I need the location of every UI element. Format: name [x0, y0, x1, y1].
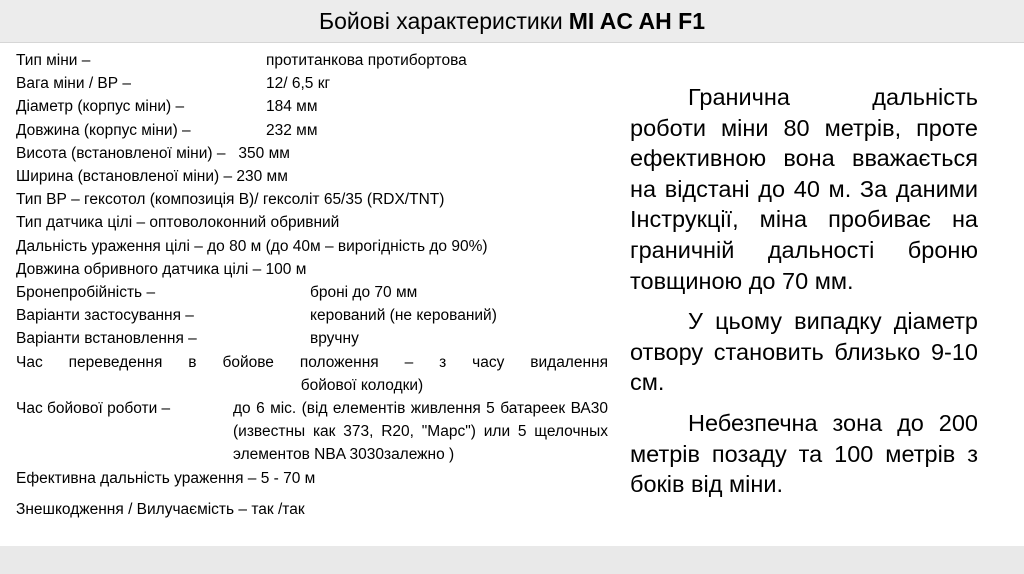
spec-label: Бронепробійність – — [16, 284, 156, 302]
spec-install — [16, 327, 608, 350]
spec-arming — [16, 351, 608, 397]
spec-arming-line1: Час переведення в бойове положення – з часу видалення — [16, 353, 608, 371]
spec-sensor-length: Довжина обривного датчика цілі – 100 м — [16, 260, 307, 278]
spec-value: протитанкова протибортова — [266, 52, 467, 69]
spec-list — [16, 49, 608, 521]
spec-arming-line2: бойової колодки) — [300, 376, 424, 394]
spec-width: Ширина (встановленої міни) – 230 мм — [16, 168, 288, 186]
spec-value: 184 мм — [266, 98, 318, 116]
spec-diameter — [16, 95, 608, 118]
spec-label: Тип міни – — [16, 52, 91, 69]
spec-label: Довжина (корпус міни) – — [16, 121, 191, 139]
title-bold: MI AC AH F1 — [568, 7, 705, 34]
spec-label: Варіанти встановлення – — [16, 330, 197, 348]
spec-usage — [16, 304, 608, 327]
spec-label: Вага міни / ВР – — [16, 75, 132, 93]
spec-range: Дальність ураження цілі – до 80 м (до 40м – вирогідність до 90%) — [16, 237, 488, 255]
spec-battle-time — [16, 397, 608, 467]
description-block — [630, 82, 978, 510]
spec-weight — [16, 72, 608, 95]
spec-height: Висота (встановленої міни) – 350 мм — [16, 144, 290, 162]
spec-value: 232 мм — [266, 121, 318, 139]
title-plain: Бойові характеристики — [319, 7, 563, 34]
spec-armor — [16, 281, 608, 304]
description-paragraph-3: Небезпечна зона до 200 метрів позаду та 100 метрів з боків від міни. — [630, 409, 978, 498]
spec-type — [16, 49, 608, 72]
spec-effective: Ефективна дальність ураження – 5 - 70 м — [16, 469, 316, 487]
spec-value: до 6 міс. (від елементів живлення 5 батареек ВА30 (известны как 373, R20, "Марс") или 5 щелочных элементов NBA 3030залежно ) — [233, 400, 608, 464]
spec-neutralize: Знешкодження / Вилучаємість – так /так — [16, 500, 305, 518]
spec-value: вручну — [310, 330, 359, 348]
spec-label: Діаметр (корпус міни) – — [16, 98, 185, 116]
spec-sensor: Тип датчика цілі – оптоволоконний обривний — [16, 214, 340, 232]
description-paragraph-1: Гранична дальність роботи міни 80 метрів, проте ефективною вона вважається на відстані до 40 м. За даними Інструкції, міна пробиває на граничній дальності броню товщиною до 70 мм. — [630, 84, 978, 294]
slide-title — [0, 0, 1024, 43]
spec-length — [16, 119, 608, 142]
spec-value: керований (не керований) — [310, 307, 497, 325]
footer-band — [0, 546, 1024, 574]
spec-label: Варіанти застосування – — [16, 307, 194, 325]
description-paragraph-2: У цьому випадку діаметр отвору становить близько 9-10 см. — [630, 308, 978, 396]
spec-label: Час бойової роботи – — [16, 400, 171, 418]
spec-value: броні до 70 мм — [310, 284, 418, 302]
spec-explosive: Тип ВР – гексотол (композиція В)/ гексоліт 65/35 (RDX/TNT) — [16, 191, 445, 209]
spec-value: 12/ 6,5 кг — [266, 75, 331, 93]
